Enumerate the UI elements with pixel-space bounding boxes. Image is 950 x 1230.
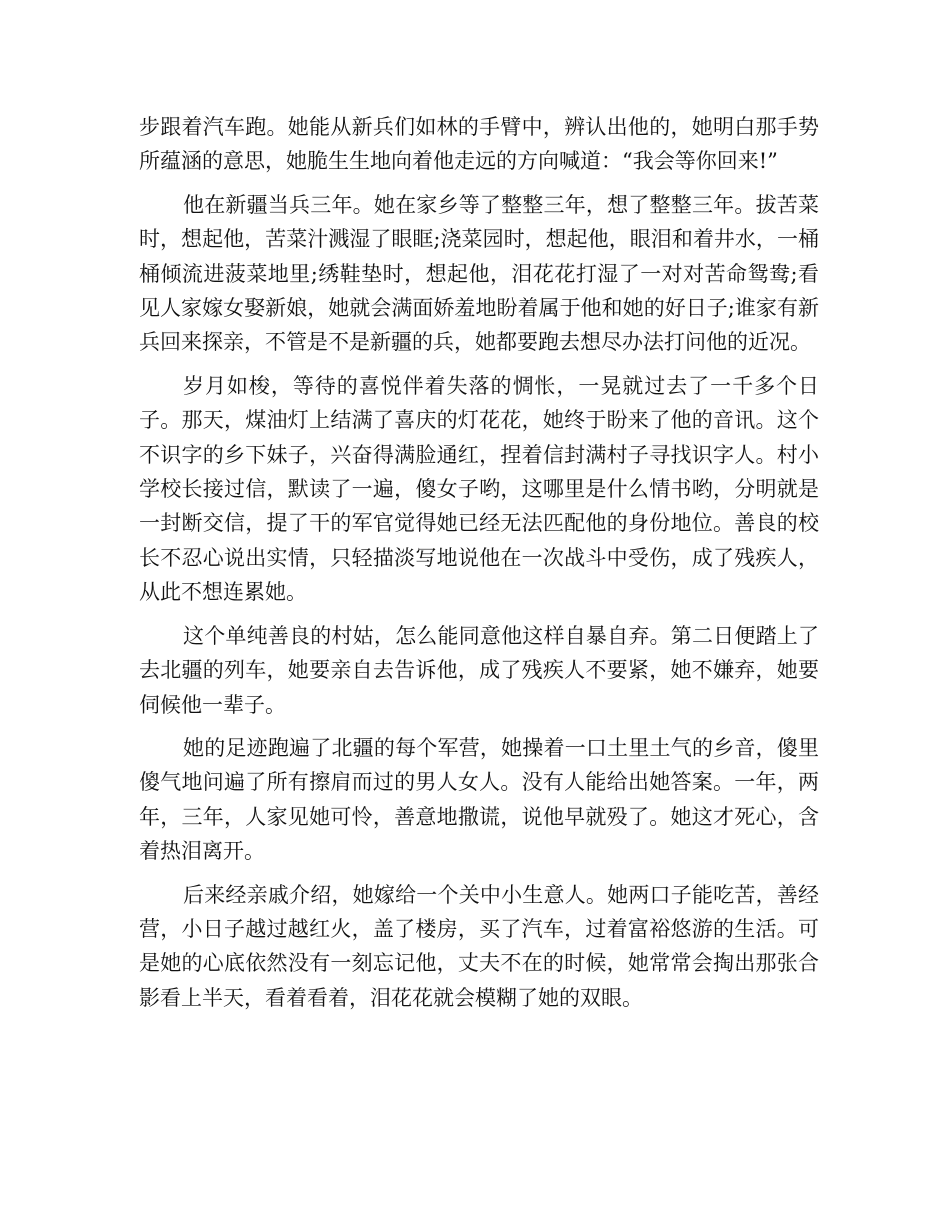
paragraph-6: 后来经亲戚介绍，她嫁给一个关中小生意人。她两口子能吃苦，善经营，小日子越过越红火，盖了楼房，买了汽车，过着富裕悠游的生活。可是她的心底依然没有一刻忘记他，丈夫不在的时候，她常常会掏出那张合影看上半天，看着看着，泪花花就会模糊了她的双眼。: [139, 882, 819, 1010]
paragraph-1: 步跟着汽车跑。她能从新兵们如林的手臂中，辨认出他的，她明白那手势所蕴涵的意思，她脆生生地向着他走远的方向喊道：“我会等你回来!”: [139, 115, 819, 174]
paragraph-4: 这个单纯善良的村姑，怎么能同意他这样自暴自弃。第二日便踏上了去北疆的列车，她要亲自去告诉他，成了残疾人不要紧，她不嫌弃，她要伺候他一辈子。: [139, 623, 819, 717]
article-body: [139, 110, 819, 1024]
paragraph-3: 岁月如梭，等待的喜悦伴着失落的惆怅，一晃就过去了一千多个日子。那天，煤油灯上结满了喜庆的灯花花，她终于盼来了他的音讯。这个不识字的乡下妹子，兴奋得满脸通红，捏着信封满村子寻找识字人。村小学校长接过信，默读了一遍，傻女子哟，这哪里是什么情书哟，分明就是一封断交信，提了干的军官觉得她已经无法匹配他的身份地位。善良的校长不忍心说出实情，只轻描淡写地说他在一次战斗中受伤，成了残疾人，从此不想连累她。: [139, 373, 819, 605]
paragraph-5: 她的足迹跑遍了北疆的每个军营，她操着一口土里土气的乡音，傻里傻气地问遍了所有擦肩而过的男人女人。没有人能给出她答案。一年，两年，三年，人家见她可怜，善意地撒谎，说他早就殁了。她这才死心，含着热泪离开。: [139, 735, 819, 864]
paragraph-2: 他在新疆当兵三年。她在家乡等了整整三年，想了整整三年。拔苦菜时，想起他，苦菜汁溅湿了眼眶;浇菜园时，想起他，眼泪和着井水，一桶桶倾流进菠菜地里;绣鞋垫时，想起他，泪花花打湿了一对对苦命鸳鸯;看见人家嫁女娶新娘，她就会满面娇羞地盼着属于他和她的好日子;谁家有新兵回来探亲，不管是不是新疆的兵，她都要跑去想尽办法打问他的近况。: [139, 192, 819, 355]
